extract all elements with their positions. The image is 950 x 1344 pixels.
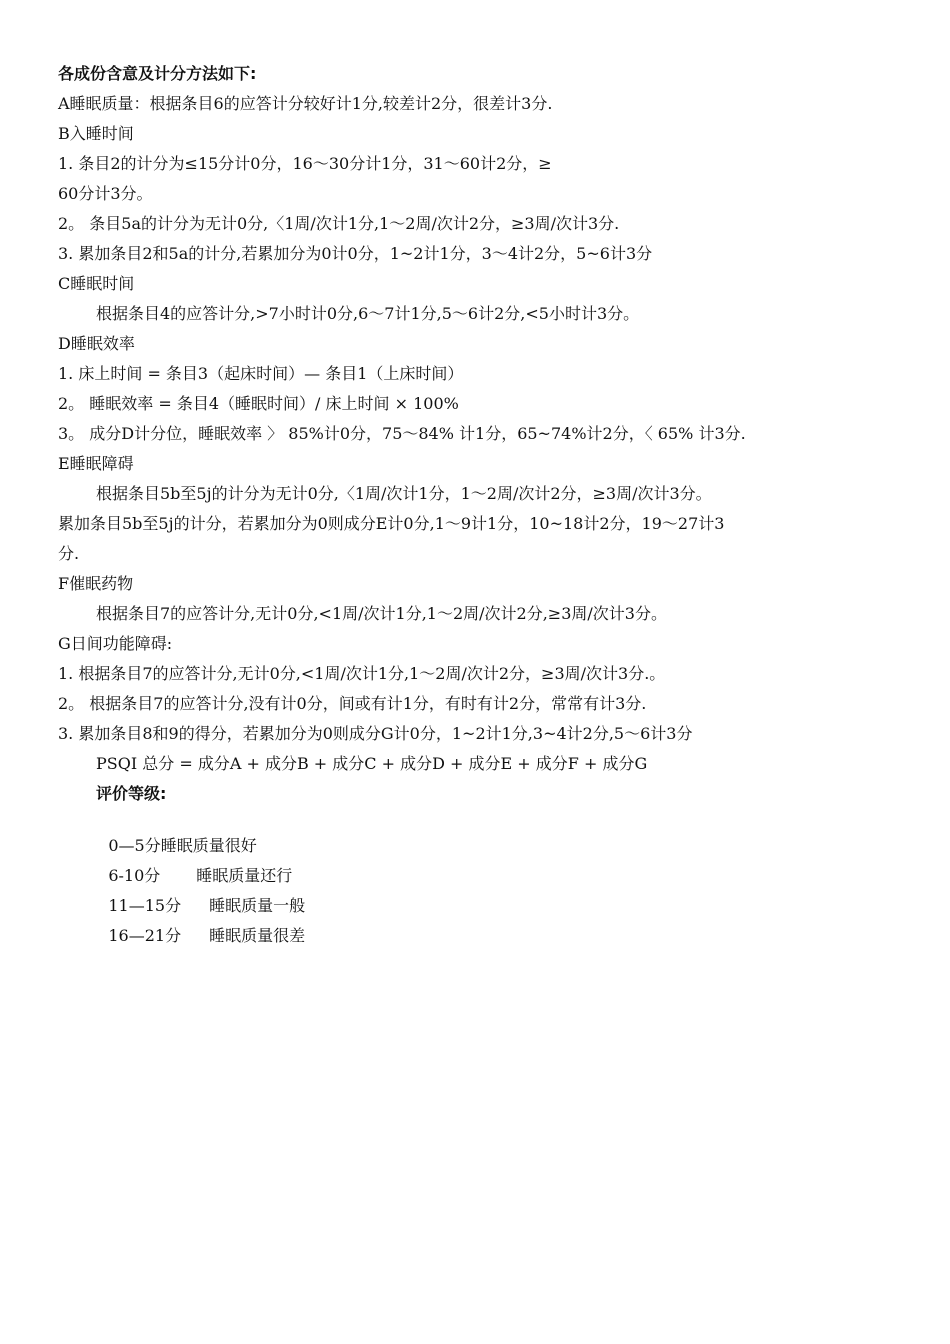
document-heading: 各成份含意及计分方法如下: <box>58 64 257 83</box>
rating-title: 评价等级: <box>96 784 167 803</box>
rating-range: 11—15分 <box>108 896 182 915</box>
rating-desc: 睡眠质量还行 <box>196 866 293 885</box>
section-b-item-1: 1. 条目2的计分为≤15分计0分，16～30分计1分，31～60计2分，≥ <box>58 154 552 173</box>
section-d-title: D睡眠效率 <box>58 334 135 353</box>
section-g-title: G日间功能障碍: <box>58 634 173 653</box>
rating-desc: 睡眠质量很差 <box>209 926 306 945</box>
rating-level <box>88 813 257 855</box>
section-g-item-2: 2。 根据条目7的应答计分,没有计0分，间或有计1分，有时有计2分，常常有计3分. <box>58 694 647 713</box>
section-a-line: A睡眠质量：根据条目6的应答计分较好计1分,较差计2分，很差计3分. <box>58 94 553 113</box>
section-g-item-3: 3. 累加条目8和9的得分，若累加分为0则成分G计0分，1~2计1分,3~4计2分,5～6计3分 <box>58 724 693 743</box>
rating-desc: 睡眠质量一般 <box>209 896 306 915</box>
rating-range: 6-10分 <box>108 866 161 885</box>
rating-level <box>88 873 306 915</box>
section-e-title: E睡眠障碍 <box>58 454 134 473</box>
section-f-title: F催眠药物 <box>58 574 134 593</box>
rating-range: 16—21分 <box>108 926 182 945</box>
section-c-text: 根据条目4的应答计分,>7小时计0分,6～7计1分,5～6计2分,<5小时计3分。 <box>96 304 640 323</box>
section-b-item-2: 2。 条目5a的计分为无计0分,〈1周/次计1分,1～2周/次计2分，≥3周/次计3分. <box>58 214 620 233</box>
section-c-title: C睡眠时间 <box>58 274 135 293</box>
section-b-item-3: 3. 累加条目2和5a的计分,若累加分为0计0分，1~2计1分，3～4计2分，5~6计3分 <box>58 244 653 263</box>
section-e-sum: 累加条目5b至5j的计分，若累加分为0则成分E计0分,1～9计1分，10~18计2分，19～27计3 <box>58 514 725 533</box>
rating-level <box>88 903 306 945</box>
section-d-item-2: 2。 睡眠效率 = 条目4（睡眠时间）/ 床上时间 × 100% <box>58 394 459 413</box>
section-b-title: B入睡时间 <box>58 124 134 143</box>
section-e-text: 根据条目5b至5j的计分为无计0分,〈1周/次计1分，1～2周/次计2分，≥3周/次计3分。 <box>96 484 712 503</box>
section-b-item-1-cont: 60分计3分。 <box>58 184 153 203</box>
rating-level <box>88 843 293 885</box>
section-d-item-3: 3。 成分D计分位，睡眠效率 〉 85%计0分，75～84% 计1分，65~74%计2分，〈 65% 计3分. <box>58 424 746 443</box>
psqi-total-formula: PSQI 总分 = 成分A + 成分B + 成分C + 成分D + 成分E + 成分F + 成分G <box>96 754 648 773</box>
section-d-item-1: 1. 床上时间 = 条目3（起床时间）— 条目1（上床时间） <box>58 364 464 383</box>
rating-range: 0—5分睡眠质量很好 <box>108 836 257 855</box>
section-f-text: 根据条目7的应答计分,无计0分,<1周/次计1分,1～2周/次计2分,≥3周/次计3分。 <box>96 604 667 623</box>
section-g-item-1: 1. 根据条目7的应答计分,无计0分,<1周/次计1分,1～2周/次计2分，≥3周/次计3分.。 <box>58 664 666 683</box>
section-e-sum-cont: 分. <box>58 544 80 563</box>
